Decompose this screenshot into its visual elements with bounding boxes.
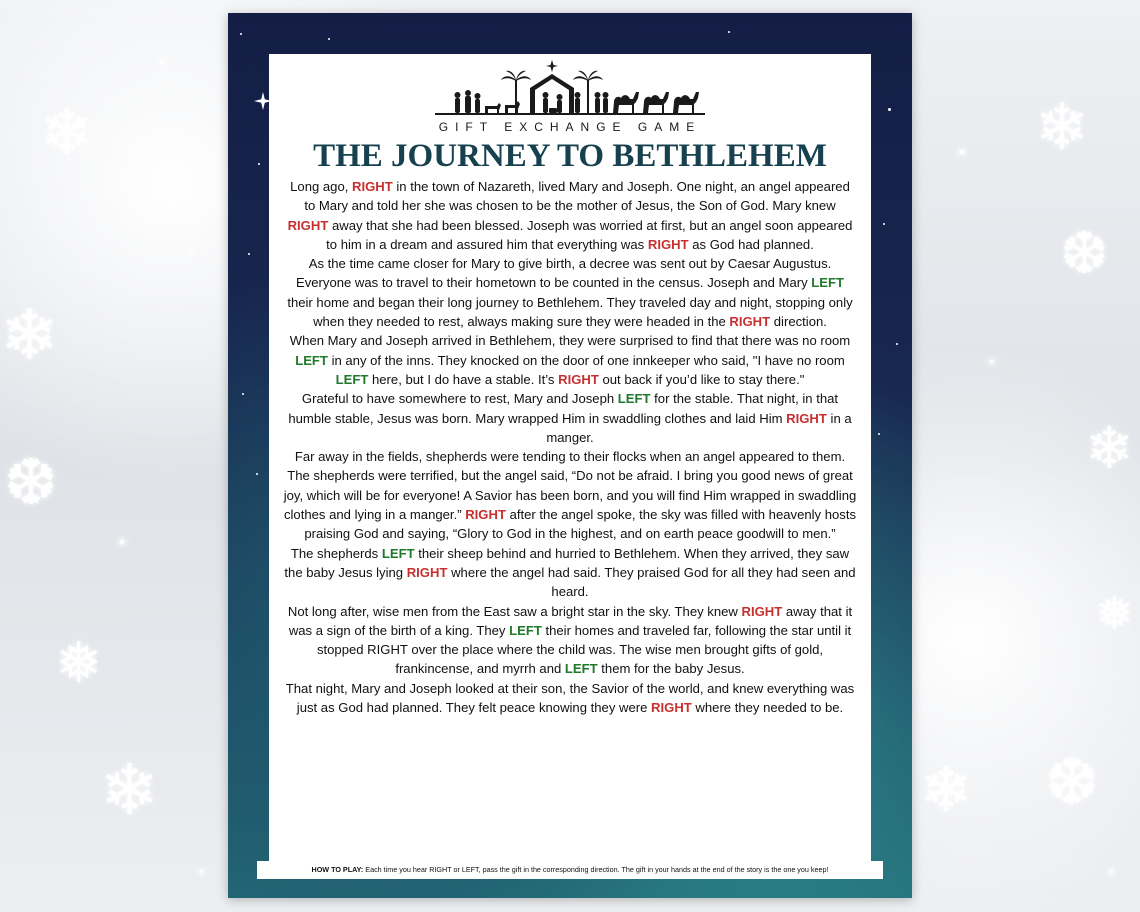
sparkle [1110,870,1113,873]
story-text-segment: for the stable. That night, in that humble stable, Jesus was born. Mary wrapped Him in swaddling clothes and laid Him [288,391,839,426]
story-text-segment: where they needed to be. [691,700,844,716]
star [878,433,880,435]
story-paragraph [283,679,857,718]
star [248,253,250,255]
snowflake-icon: ❄ [0,296,59,374]
sparkle [945,640,949,644]
story-text-segment: out back if you’d like to stay there." [598,371,805,387]
subtitle: GIFT EXCHANGE GAME [438,120,702,134]
keyword-left: LEFT [509,622,542,638]
sparkle [960,150,964,154]
snowflake-icon: ❆ [4,446,58,518]
story-paragraph [283,602,857,679]
keyword-left: LEFT [564,661,598,677]
keyword-right: RIGHT [786,410,827,426]
sparkle [120,540,124,544]
star [728,31,730,33]
sparkle [160,60,164,64]
page-title: THE JOURNEY TO BETHLEHEM [313,138,827,174]
story-text-segment: in any of the inns. They knocked on the door of one innkeeper who said, "I have no room [327,352,845,368]
story-text-segment: where the angel had said. They praised God for all they had seen and heard. [447,564,856,600]
story-paragraph [283,254,857,331]
story-text-segment: as God had planned. [688,236,814,252]
story-paragraph [283,389,857,447]
snowflake-icon: ❄ [1035,91,1089,163]
story-paragraph [283,447,857,543]
story-text-segment: Long ago, [290,179,353,194]
snowflake-icon: ❄ [100,751,159,829]
snowflake-icon: ❄ [40,96,94,168]
keyword-left: LEFT [811,275,845,291]
star [240,33,242,35]
story-paragraph [283,544,857,602]
story-text-segment: in a manger. [546,410,852,445]
story-text-segment: Grateful to have somewhere to rest, Mary and Joseph [301,391,618,407]
keyword-right: RIGHT [406,564,448,580]
snowflake-icon: ❄ [1085,416,1134,481]
story-text-segment: their sheep behind and hurried to Bethlehem. When they arrived, they saw the baby Jesus lying [284,545,850,580]
story-text-segment: As the time came closer for Mary to give birth, a decree was sent out by Caesar Augustus. Everyone was to travel to their hometown to be counted in the census. Joseph and Mary [295,256,832,291]
keyword-right: RIGHT [741,603,783,619]
story-text-segment: here, but I do have a stable. It’s [368,371,559,387]
story-paragraph [283,177,857,254]
snowflake-icon: ❅ [55,631,102,694]
camel-icon [613,92,699,113]
keyword-right: RIGHT [558,371,599,387]
star [256,473,258,475]
keyword-right: RIGHT [651,700,692,716]
star [896,343,898,345]
nativity-silhouette-icon [435,58,705,120]
sparkle [190,250,193,253]
star [883,223,885,225]
story-text-segment: When Mary and Joseph arrived in Bethlehem, they were surprised to find that there was no room [289,333,851,349]
poster [228,13,912,898]
keyword-right: RIGHT [352,179,393,194]
how-to-play-text: Each time you hear RIGHT or LEFT, pass the gift in the corresponding direction. The gift in your hands at the end of the story is the one you keep! [363,865,829,874]
keyword-right: RIGHT [647,236,689,252]
keyword-right: RIGHT [729,314,771,330]
story-text-segment: away that it was a sign of the birth of a king. They [288,603,853,638]
story-text-segment: their home and began their long journey to Bethlehem. They traveled day and night, stopping only when they needed to rest, always making sure they were headed in the [287,294,853,330]
story-text-segment: The shepherds [290,545,382,561]
story-text-segment: their homes and traveled far, following the star until it stopped RIGHT over the place where the child was. The wise men brought gifts of gold, frankincense, and myrrh and [316,622,852,677]
keyword-left: LEFT [617,391,651,407]
story-text-segment: That night, Mary and Joseph looked at their son, the Savior of the world, and knew everything was just as God had planned. They felt peace knowing they were [285,680,855,716]
snowflake-icon: ❆ [1045,746,1099,818]
story-text-segment: in the town of Nazareth, lived Mary and Joseph. One night, an angel appeared to Mary and told her she was chosen to be the mother of Jesus, the Son of God. Mary knew [304,179,850,214]
keyword-left: LEFT [295,352,328,368]
story-text-segment: them for the baby Jesus. [597,661,745,677]
story-text-segment: Not long after, wise men from the East saw a bright star in the sky. They knew [287,603,742,619]
snowflake-icon: ❅ [1095,587,1134,639]
keyword-right: RIGHT [465,507,506,523]
how-to-play-label: HOW TO PLAY: [311,865,364,874]
star [328,38,330,40]
story-card [269,54,871,868]
keyword-right: RIGHT [287,217,329,233]
sparkle [990,360,993,363]
how-to-play-bar [257,861,883,879]
snowflake-icon: ❆ [1060,221,1109,286]
story-text [283,177,857,717]
sparkle [200,870,203,873]
star [242,393,244,395]
story-text-segment: after the angel spoke, the sky was filled with heavenly hosts praising God and saying, “Glory to God in the highest, and on earth peace goodwill to men.” [304,507,857,542]
keyword-left: LEFT [381,545,415,561]
star [888,108,891,111]
story-paragraph [283,331,857,389]
star [258,163,260,165]
story-text-segment: Far away in the fields, shepherds were tending to their flocks when an angel appeared to them. The shepherds were terrified, but the angel said, “Do not be afraid. I bring you good news of great joy, which will be for everyone! A Savior has been born, and you will find Him wrapped in swaddling clothes and lying in a manger.” [283,449,857,523]
snowflake-icon: ❄ [920,756,972,825]
keyword-left: LEFT [335,371,369,387]
story-text-segment: away that she had been blessed. Joseph was worried at first, but an angel soon appeared to him in a dream and assured him that everything was [326,217,853,252]
story-text-segment: direction. [770,314,827,330]
